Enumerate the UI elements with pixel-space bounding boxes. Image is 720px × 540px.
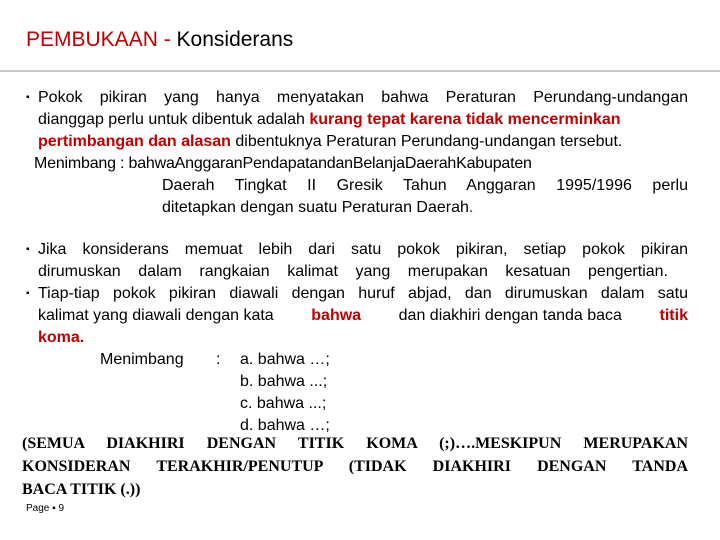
note-line2: KONSIDERAN TERAKHIR/PENUTUP (TIDAK DIAKHIRI DENGAN TANDA	[22, 458, 688, 475]
title-divider	[0, 70, 720, 72]
block3-line1: Tiap-tiap pokok pikiran diawali dengan huruf abjad, dan dirumuskan dalam satu	[38, 285, 688, 302]
page-number: Page ▪ 9	[26, 503, 65, 514]
example-item: b. bahwa ...;	[240, 373, 328, 390]
block2-line1: Jika konsiderans memuat lebih dari satu pokok pikiran, setiap pokok pikiran	[38, 241, 688, 258]
block3-line2-text-a: kalimat yang diawali dengan kata	[38, 307, 274, 324]
block1-line3-text: dibentuknya Peraturan Perundang-undangan tersebut.	[235, 133, 623, 150]
block3-line2-text-c: dan diakhiri dengan tanda baca	[398, 307, 622, 324]
example-item: a. bahwa …;	[240, 351, 330, 368]
bullet-icon: ▪	[26, 288, 30, 299]
block1-example-line1: Menimbang : bahwaAnggaranPendapatandanBelanjaDaerahKabupaten	[34, 155, 532, 172]
example-label: Menimbang	[100, 351, 184, 368]
page-title	[26, 28, 293, 52]
block1-highlight-2: pertimbangan dan alasan	[38, 133, 231, 150]
block1-line3	[38, 132, 622, 152]
block1-example-line3	[162, 198, 473, 218]
block1-period: .	[468, 199, 474, 216]
block1-line1: Pokok pikiran yang hanya menyatakan bahwa Peraturan Perundang-undangan	[38, 89, 688, 106]
keyword-koma: koma.	[38, 329, 85, 346]
bullet-icon: ▪	[26, 92, 30, 103]
block2-line2: dirumuskan dalam rangkaian kalimat yang merupakan kesatuan pengertian.	[38, 263, 668, 280]
note-line3: BACA TITIK (.))	[22, 481, 141, 498]
note-line1: (SEMUA DIAKHIRI DENGAN TITIK KOMA (;)….MESKIPUN MERUPAKAN	[22, 435, 688, 452]
block1-example-line3-text: ditetapkan dengan suatu Peraturan Daerah	[162, 199, 469, 216]
block1-example-line2: Daerah Tingkat II Gresik Tahun Anggaran 1995/1996 perlu	[162, 177, 688, 194]
example-colon: :	[216, 351, 221, 368]
keyword-titik: titik	[659, 307, 688, 324]
block1-highlight-1: kurang tepat karena tidak mencerminkan	[309, 111, 621, 128]
title-prefix: PEMBUKAAN -	[26, 28, 171, 51]
block1-line2	[38, 110, 621, 130]
example-item: d. bahwa …;	[240, 417, 330, 434]
bullet-icon: ▪	[26, 244, 30, 255]
keyword-bahwa: bahwa	[311, 307, 362, 324]
example-item: c. bahwa ...;	[240, 395, 327, 412]
block1-line2-text: dianggap perlu untuk dibentuk adalah	[38, 111, 305, 128]
title-suffix: Konsiderans	[176, 28, 294, 51]
block3-line2	[38, 306, 688, 326]
